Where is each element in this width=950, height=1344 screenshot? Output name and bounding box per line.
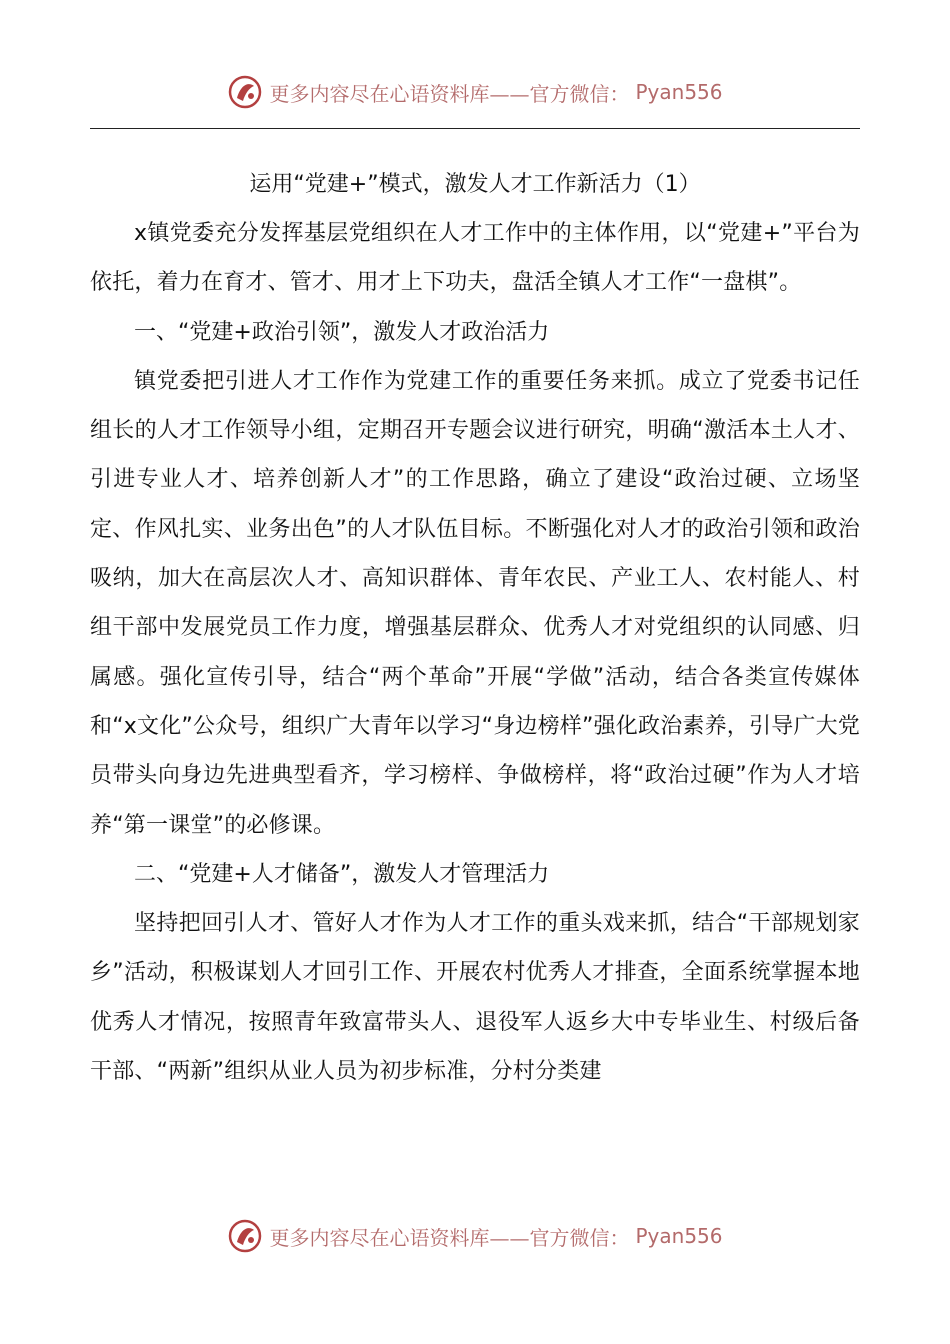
section-2-paragraph: 坚持把回引人才、管好人才作为人才工作的重头戏来抓，结合“干部规划家乡”活动，积极谋划人才回引工作、开展农村优秀人才排查，全面系统掌握本地优秀人才情况，按照青年致富带头人、退役军人返乡大中专毕业生、村级后备干部、“两新”组织从业人员为初步标准，分村分类建 xyxy=(90,911,860,1085)
intro-paragraph: x镇党委充分发挥基层党组织在人才工作中的主体作用，以“党建+”平台为依托，着力在育才、管才、用才上下功夫，盘活全镇人才工作“一盘棋”。 xyxy=(90,221,860,296)
watermark-text: 更多内容尽在心语资料库——官方微信： xyxy=(269,1225,630,1250)
watermark-wechat-id: Pyan556 xyxy=(635,80,723,104)
seal-logo-icon xyxy=(227,74,263,110)
document-body xyxy=(90,160,860,1096)
header-watermark xyxy=(0,72,950,112)
page-title: 运用“党建+”模式，激发人才工作新活力（1） xyxy=(249,172,701,197)
header-divider xyxy=(90,128,860,129)
watermark-wechat-id: Pyan556 xyxy=(635,1224,723,1248)
section-1-heading: 一、“党建+政治引领”，激发人才政治活力 xyxy=(134,319,550,345)
watermark-text: 更多内容尽在心语资料库——官方微信： xyxy=(269,81,630,106)
section-2-heading: 二、“党建+人才储备”，激发人才管理活力 xyxy=(134,861,550,887)
footer-watermark xyxy=(0,1216,950,1256)
section-1-paragraph: 镇党委把引进人才工作作为党建工作的重要任务来抓。成立了党委书记任组长的人才工作领导小组，定期召开专题会议进行研究，明确“激活本土人才、引进专业人才、培养创新人才”的工作思路，确立了建设“政治过硬、立场坚定、作风扎实、业务出色”的人才队伍目标。不断强化对人才的政治引领和政治吸纳，加大在高层次人才、高知识群体、青年农民、产业工人、农村能人、村组干部中发展党员工作力度，增强基层群众、优秀人才对党组织的认同感、归属感。强化宣传引导，结合“两个革命”开展“学做”活动，结合各类宣传媒体和“x文化”公众号，组织广大青年以学习“身边榜样”强化政治素养，引导广大党员带头向身边先进典型看齐，学习榜样、争做榜样，将“政治过硬”作为人才培养“第一课堂”的必修课。 xyxy=(90,368,861,838)
seal-logo-icon xyxy=(227,1218,263,1254)
